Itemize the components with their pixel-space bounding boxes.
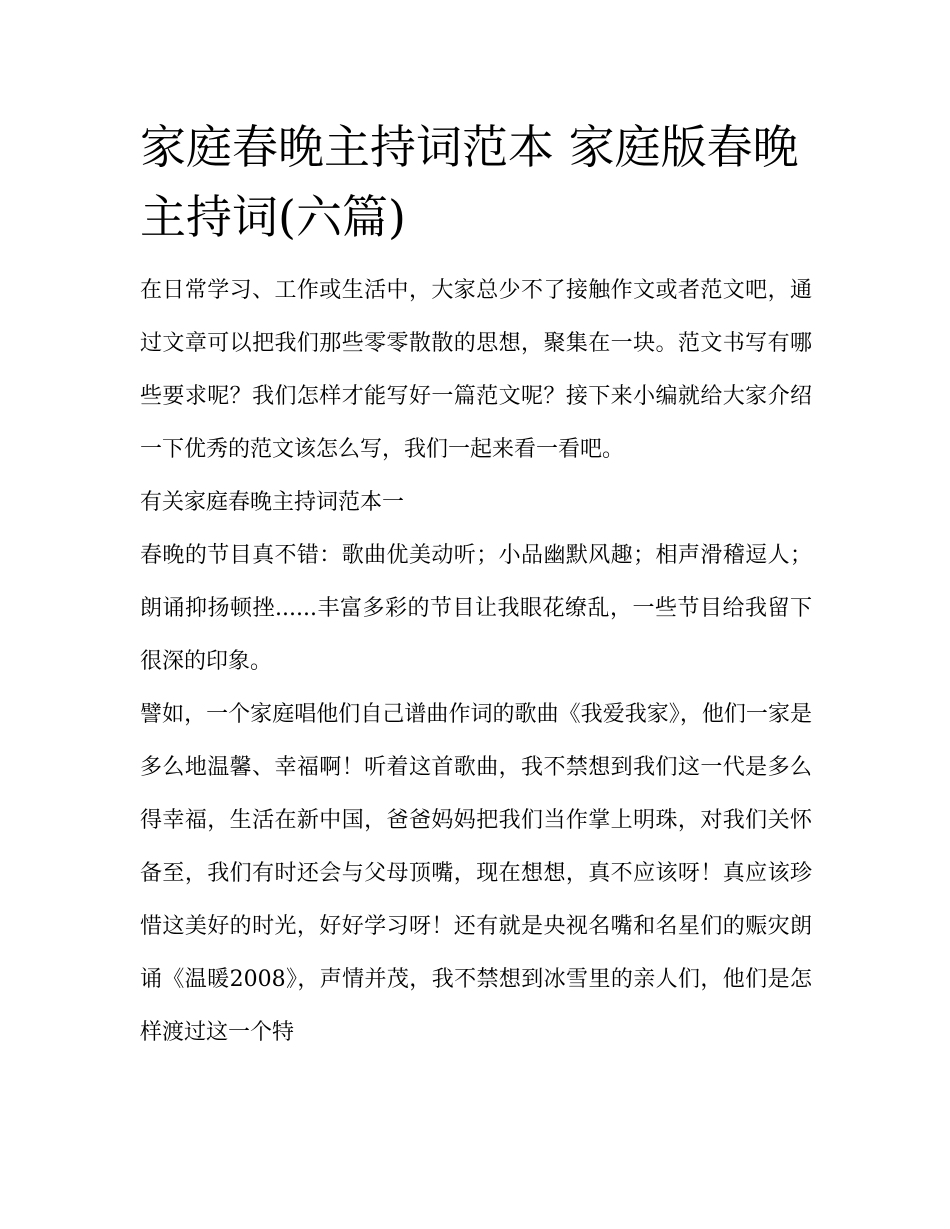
- document-body: [140, 112, 812, 1059]
- body-paragraph: 譬如，一个家庭唱他们自己谱曲作词的歌曲《我爱我家》，他们一家是多么地温馨、幸福啊！听着这首歌曲，我不禁想到我们这一代是多么得幸福，生活在新中国，爸爸妈妈把我们当作掌上明珠，对我们关怀备至，我们有时还会与父母顶嘴，现在想想，真不应该呀！真应该珍惜这美好的时光，好好学习呀！还有就是央视名嘴和名星们的赈灾朗诵《温暖2008》，声情并茂，我不禁想到冰雪里的亲人们，他们是怎样渡过这一个特: [140, 702, 812, 1045]
- paragraph-list: [140, 264, 812, 1059]
- section-heading: 有关家庭春晚主持词范本一: [140, 490, 405, 515]
- body-paragraph: 春晚的节目真不错：歌曲优美动听；小品幽默风趣；相声滑稽逗人；朗诵抑扬顿挫......丰富多彩的节目让我眼花缭乱，一些节目给我留下很深的印象。: [140, 543, 812, 674]
- intro-paragraph: 在日常学习、工作或生活中，大家总少不了接触作文或者范文吧，通过文章可以把我们那些零零散散的思想，聚集在一块。范文书写有哪些要求呢？我们怎样才能写好一篇范文呢？接下来小编就给大家介绍一下优秀的范文该怎么写，我们一起来看一看吧。: [140, 278, 812, 462]
- document-title: 家庭春晚主持词范本 家庭版春晚主持词(六篇): [140, 120, 799, 244]
